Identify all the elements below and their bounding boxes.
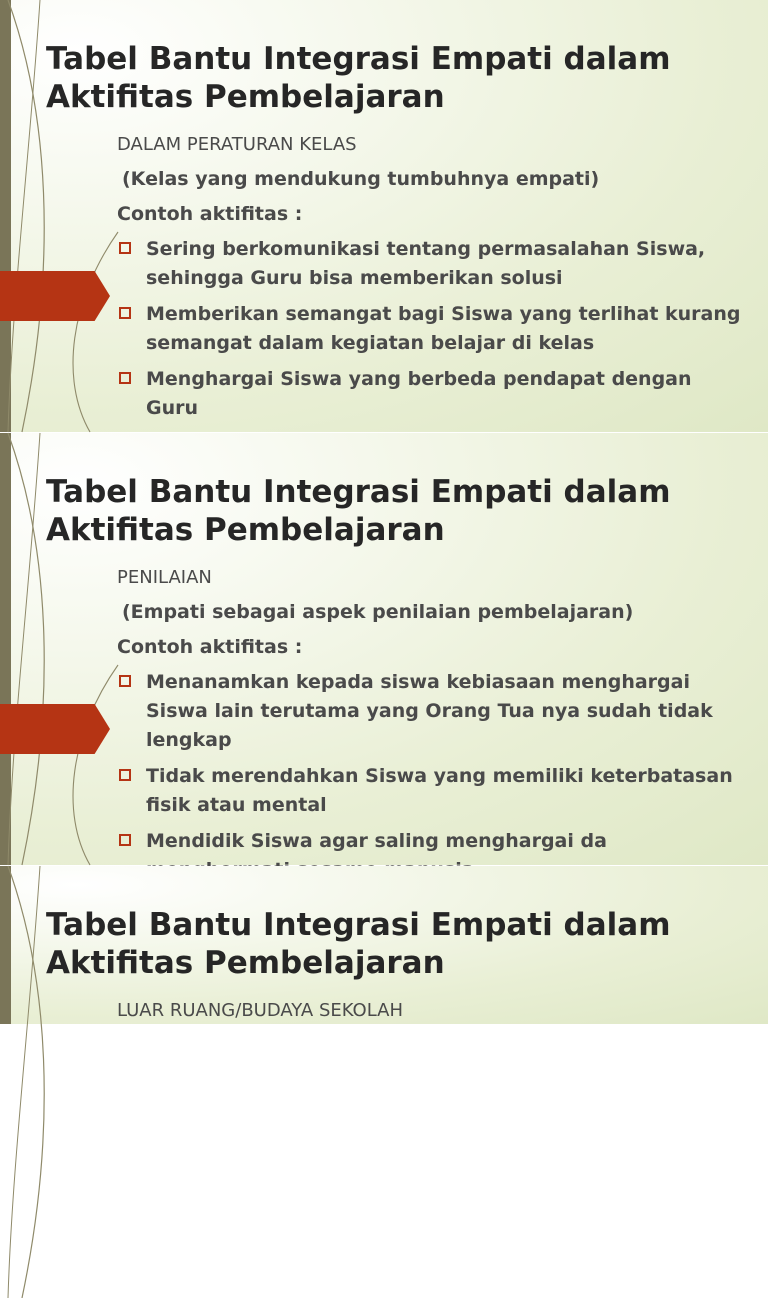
slide-title: Tabel Bantu Integrasi Empati dalam Aktifitas Pembelajaran bbox=[46, 41, 671, 115]
red-arrow-marker bbox=[0, 704, 110, 754]
section-subheading: (Empati sebagai aspek penilaian pembelajaran) bbox=[122, 601, 634, 623]
list-item bbox=[117, 365, 747, 423]
list-item bbox=[117, 762, 747, 820]
red-arrow-marker bbox=[0, 271, 110, 321]
section-heading: DALAM PERATURAN KELAS bbox=[117, 134, 357, 155]
example-label: Contoh aktifitas : bbox=[117, 203, 303, 225]
square-bullet-icon bbox=[119, 675, 131, 687]
square-bullet-icon bbox=[119, 769, 131, 781]
section-subheading: (Kelas yang mendukung tumbuhnya empati) bbox=[122, 168, 600, 190]
slide-content bbox=[117, 131, 747, 430]
list-item bbox=[117, 668, 747, 755]
slide-title: Tabel Bantu Integrasi Empati dalam Aktifitas Pembelajaran bbox=[46, 907, 671, 981]
slide-2 bbox=[0, 433, 768, 865]
square-bullet-icon bbox=[119, 307, 131, 319]
activity-list bbox=[117, 235, 747, 423]
list-item-text: Memberikan semangat bagi Siswa yang terlihat kurang semangat dalam kegiatan belajar di kelas bbox=[146, 303, 741, 354]
section-heading: PENILAIAN bbox=[117, 567, 212, 588]
list-item bbox=[117, 300, 747, 358]
slide-1 bbox=[0, 0, 768, 432]
slide-content bbox=[117, 564, 747, 892]
square-bullet-icon bbox=[119, 372, 131, 384]
activity-list bbox=[117, 668, 747, 885]
list-item-text: Sering berkomunikasi tentang permasalahan Siswa, sehingga Guru bisa memberikan solusi bbox=[146, 238, 706, 289]
example-label: Contoh aktifitas : bbox=[117, 636, 303, 658]
section-heading: LUAR RUANG/BUDAYA SEKOLAH bbox=[117, 1000, 404, 1021]
list-item-text: Tidak merendahkan Siswa yang memiliki keterbatasan fisik atau mental bbox=[146, 765, 733, 816]
list-item bbox=[117, 235, 747, 293]
square-bullet-icon bbox=[119, 242, 131, 254]
square-bullet-icon bbox=[119, 834, 131, 846]
list-item-text: Menghargai Siswa yang berbeda pendapat dengan Guru bbox=[146, 368, 692, 419]
list-item-text: Menanamkan kepada siswa kebiasaan menghargai Siswa lain terutama yang Orang Tua nya sudah tidak lengkap bbox=[146, 671, 713, 751]
list-item-text: Mendidik Siswa agar saling menghargai da bbox=[146, 830, 607, 852]
slide-content bbox=[117, 997, 747, 1031]
slide-3 bbox=[0, 866, 768, 1024]
slide-title: Tabel Bantu Integrasi Empati dalam Aktifitas Pembelajaran bbox=[46, 474, 671, 548]
